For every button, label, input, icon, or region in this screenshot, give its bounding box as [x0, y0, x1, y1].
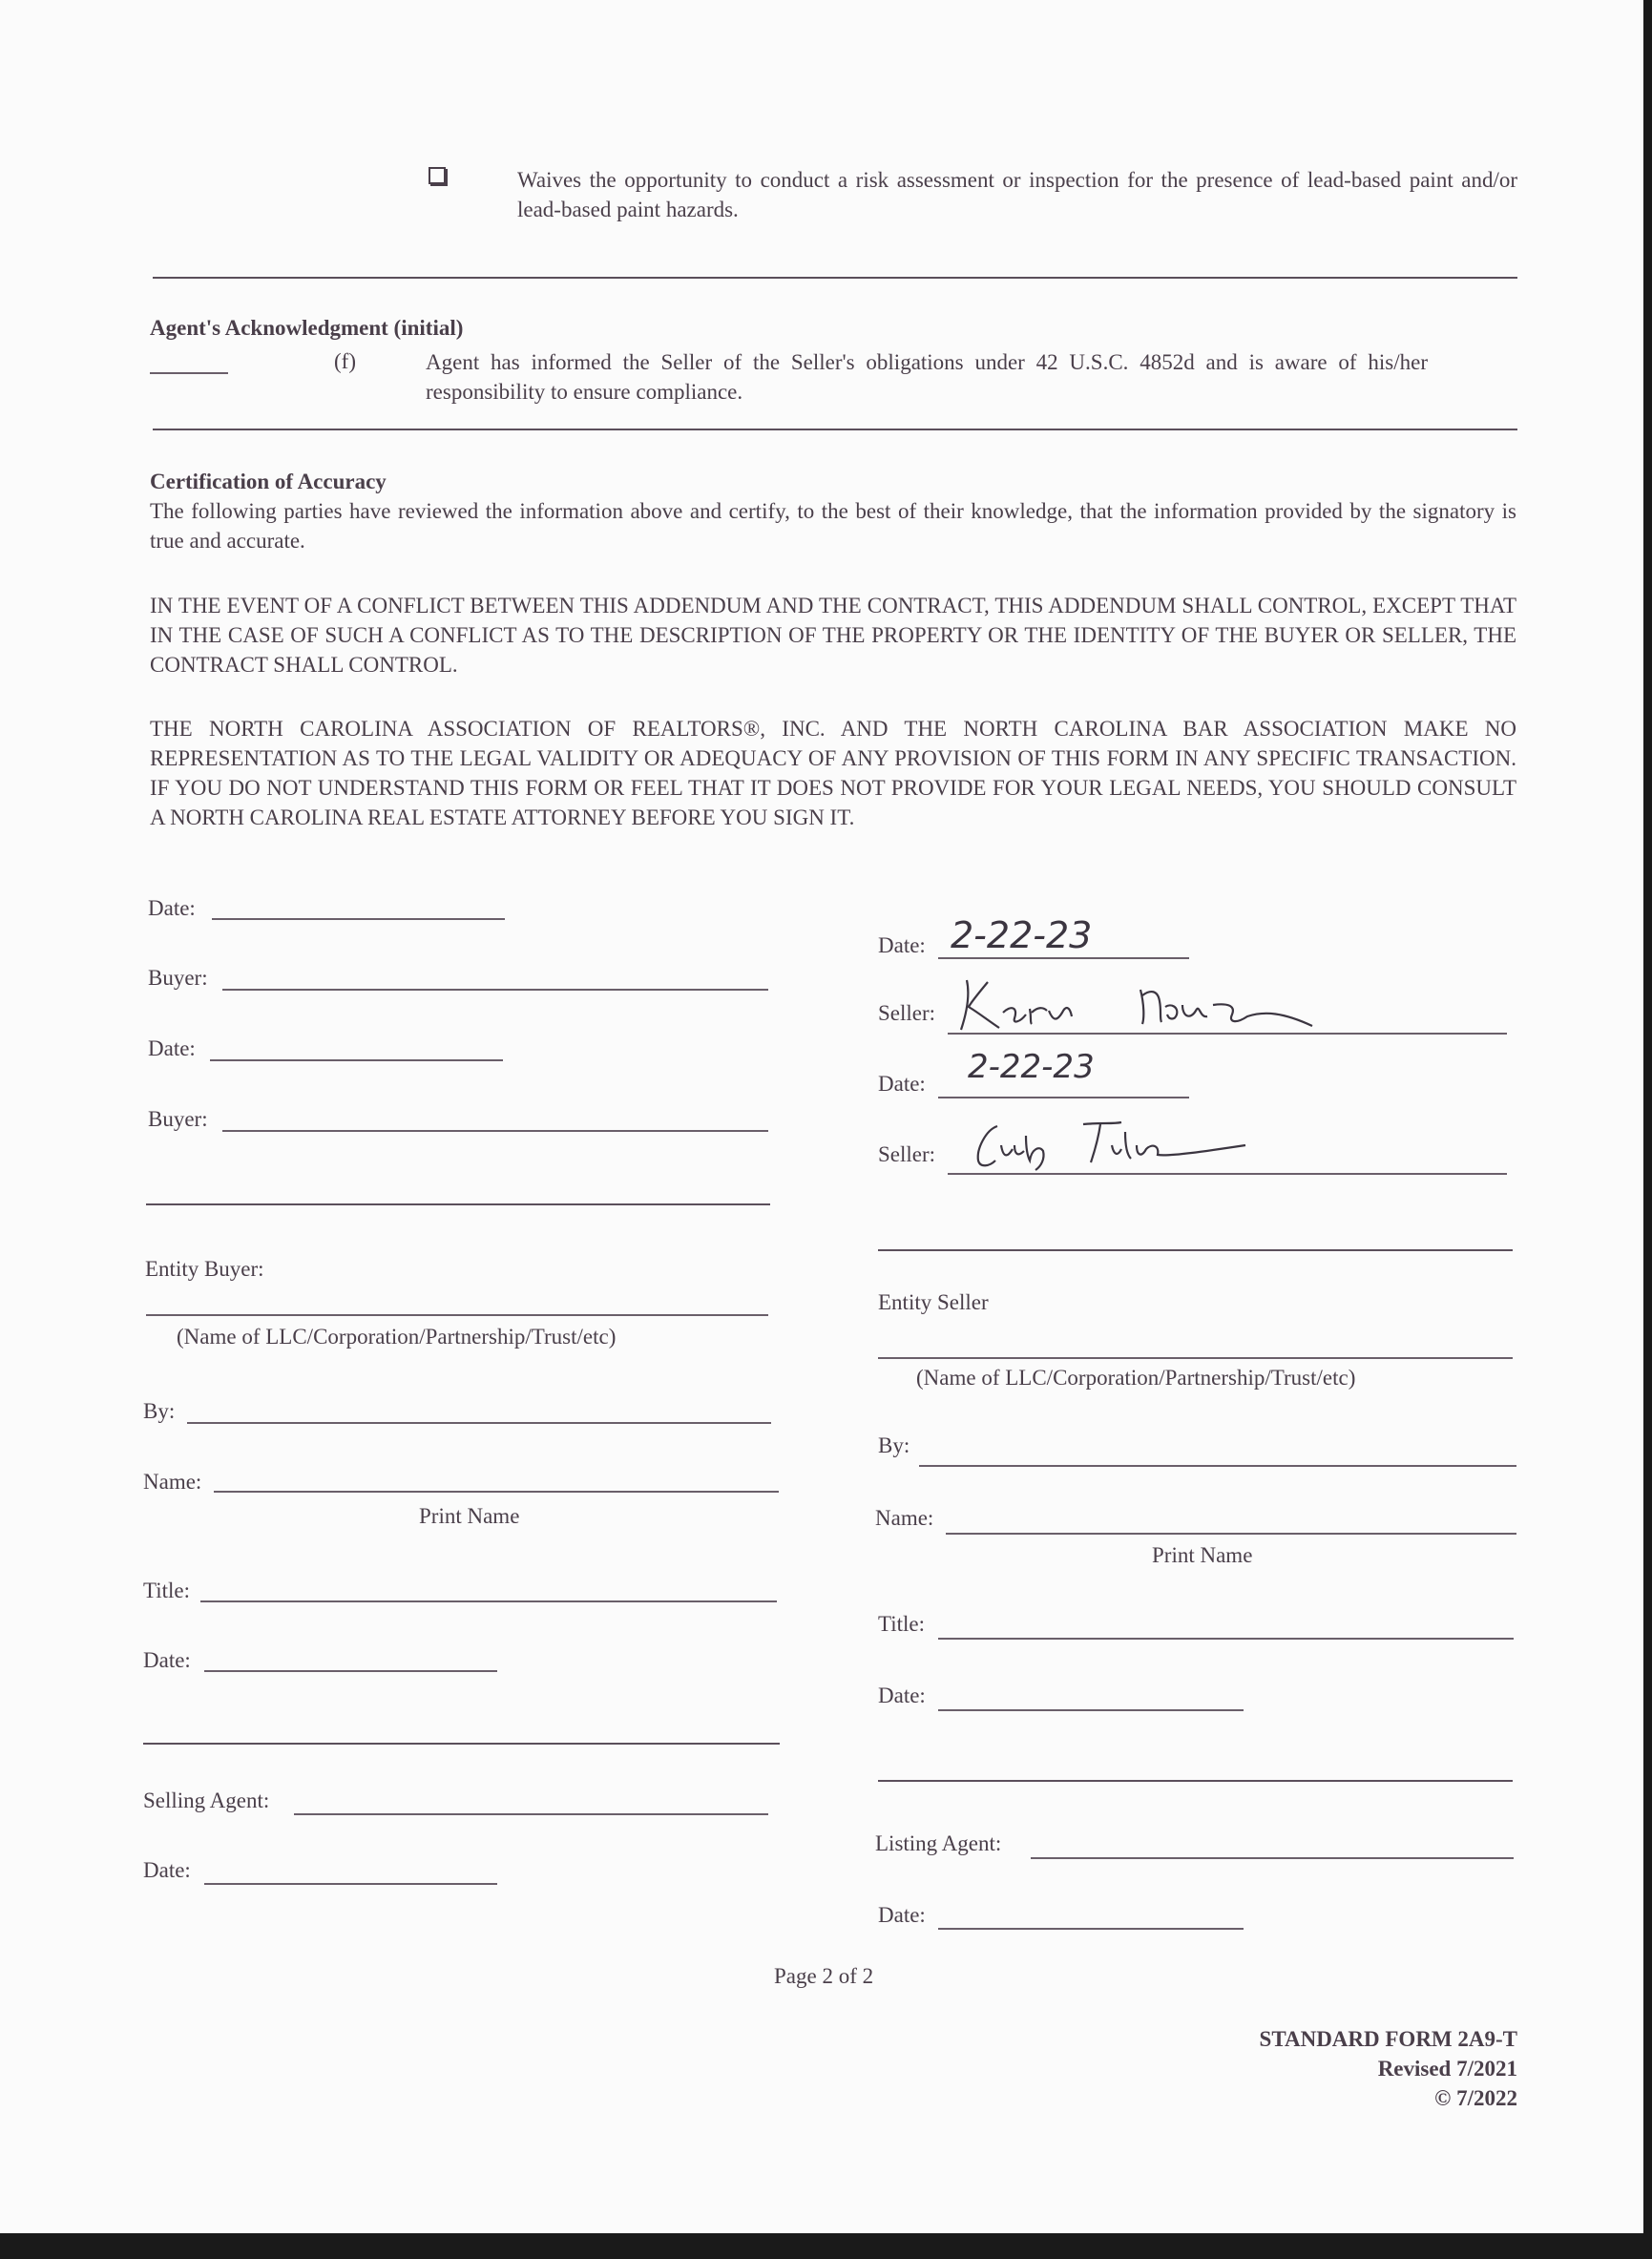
buyer1-signature-line[interactable] [222, 989, 768, 991]
agent-initial-line[interactable] [150, 372, 228, 374]
seller-date1-handwriting [945, 911, 1117, 959]
certification-heading: Certification of Accuracy [150, 470, 387, 493]
seller-date3-line[interactable] [938, 1709, 1244, 1711]
buyer2-signature-line[interactable] [222, 1130, 768, 1132]
buyer-date3-label: Date: [143, 1648, 191, 1672]
buyer-name-line[interactable] [214, 1491, 779, 1493]
seller-date2-handwriting [964, 1043, 1136, 1091]
waiver-text: Waives the opportunity to conduct a risk assessment or inspection for the presence of lead-based paint and/or lead-based paint hazards. [517, 168, 1517, 221]
buyer-name-label: Name: [143, 1470, 202, 1494]
seller-date1-label: Date: [878, 933, 926, 957]
seller-by-line[interactable] [919, 1465, 1516, 1467]
form-name: STANDARD FORM 2A9-T [1259, 2027, 1517, 2051]
seller2-label: Seller: [878, 1142, 936, 1166]
page-number: Page 2 of 2 [774, 1964, 874, 1988]
svg-text:2-22-23: 2-22-23 [951, 914, 1093, 956]
seller-print-name: Print Name [1152, 1543, 1253, 1567]
entity-buyer-label: Entity Buyer: [145, 1257, 264, 1281]
buyer-date2-label: Date: [148, 1036, 196, 1060]
certification-text: The following parties have reviewed the information above and certify, to the best of their knowledge, that the information provided by the signatory is true and accurate. [150, 499, 1516, 553]
buyer-date-label: Date: [148, 896, 196, 920]
seller-entity-divider [878, 1780, 1513, 1782]
buyer-date3-line[interactable] [204, 1670, 497, 1672]
seller-by-label: By: [878, 1433, 910, 1457]
seller-title-line[interactable] [938, 1638, 1514, 1640]
seller2-signature [969, 1107, 1312, 1174]
listing-agent-date-label: Date: [878, 1903, 926, 1927]
seller-title-label: Title: [878, 1612, 926, 1636]
selling-agent-date-label: Date: [143, 1858, 191, 1882]
buyer-by-label: By: [143, 1399, 176, 1423]
buyer2-label: Buyer: [148, 1107, 208, 1131]
buyer-divider [146, 1203, 770, 1205]
entity-seller-hint: (Name of LLC/Corporation/Partnership/Trust/etc) [916, 1366, 1356, 1390]
selling-agent-label: Selling Agent: [143, 1788, 270, 1812]
seller1-signature [950, 969, 1350, 1035]
svg-text:2-22-23: 2-22-23 [968, 1048, 1095, 1086]
agent-ack-marker: (f) [334, 349, 356, 373]
selling-agent-line[interactable] [294, 1813, 768, 1815]
agent-ack-text: Agent has informed the Seller of the Seller's obligations under 42 U.S.C. 4852d and is aware of his/her responsibility to ensure compliance. [426, 350, 1428, 404]
agent-ack-heading: Agent's Acknowledgment (initial) [150, 316, 464, 340]
buyer-entity-divider [143, 1743, 780, 1745]
conflict-notice: IN THE EVENT OF A CONFLICT BETWEEN THIS ADDENDUM AND THE CONTRACT, THIS ADDENDUM SHALL CONTROL, EXCEPT THAT IN THE CASE OF SUCH A CONFLICT AS TO THE DESCRIPTION OF THE PROPERTY OR THE IDENTITY OF THE BUYER OR SELLER, THE CONTRACT SHALL CONTROL. [150, 594, 1516, 677]
waiver-checkbox[interactable] [429, 167, 446, 184]
buyer-title-label: Title: [143, 1579, 191, 1602]
selling-agent-date-line[interactable] [204, 1883, 497, 1885]
seller-date2-label: Date: [878, 1072, 926, 1096]
entity-buyer-line[interactable] [146, 1314, 768, 1316]
form-revised: Revised 7/2021 [1377, 2057, 1517, 2081]
section-divider [153, 429, 1517, 430]
seller1-label: Seller: [878, 1001, 936, 1025]
buyer-by-line[interactable] [187, 1422, 771, 1424]
listing-agent-line[interactable] [1031, 1857, 1514, 1859]
section-divider [153, 277, 1517, 279]
seller-name-label: Name: [875, 1506, 934, 1530]
seller-name-line[interactable] [946, 1533, 1516, 1535]
entity-buyer-hint: (Name of LLC/Corporation/Partnership/Trust/etc) [177, 1325, 617, 1349]
listing-agent-label: Listing Agent: [875, 1831, 1002, 1855]
association-notice: THE NORTH CAROLINA ASSOCIATION OF REALTORS®, INC. AND THE NORTH CAROLINA BAR ASSOCIATION MAKE NO REPRESENTATION AS TO THE LEGAL VALIDITY OR ADEQUACY OF ANY PROVISION OF THIS FORM IN ANY SPECIFIC TRANSACTION. IF YOU DO NOT UNDERSTAND THIS FORM OR FEEL THAT IT DOES NOT PROVIDE FOR YOUR LEGAL NEEDS, YOU SHOULD CONSULT A NORTH CAROLINA REAL ESTATE ATTORNEY BEFORE YOU SIGN IT. [150, 717, 1516, 829]
seller-divider [878, 1249, 1513, 1251]
buyer-print-name: Print Name [419, 1504, 520, 1528]
seller-date2-line[interactable] [938, 1097, 1189, 1098]
buyer-date2-line[interactable] [210, 1059, 503, 1061]
entity-seller-label: Entity Seller [878, 1290, 989, 1314]
listing-agent-date-line[interactable] [938, 1928, 1244, 1930]
seller-date3-label: Date: [878, 1684, 926, 1707]
form-copyright: © 7/2022 [1434, 2086, 1517, 2110]
buyer1-label: Buyer: [148, 966, 208, 990]
entity-seller-line[interactable] [878, 1357, 1513, 1359]
buyer-date-line[interactable] [212, 918, 505, 920]
buyer-title-line[interactable] [200, 1600, 777, 1602]
